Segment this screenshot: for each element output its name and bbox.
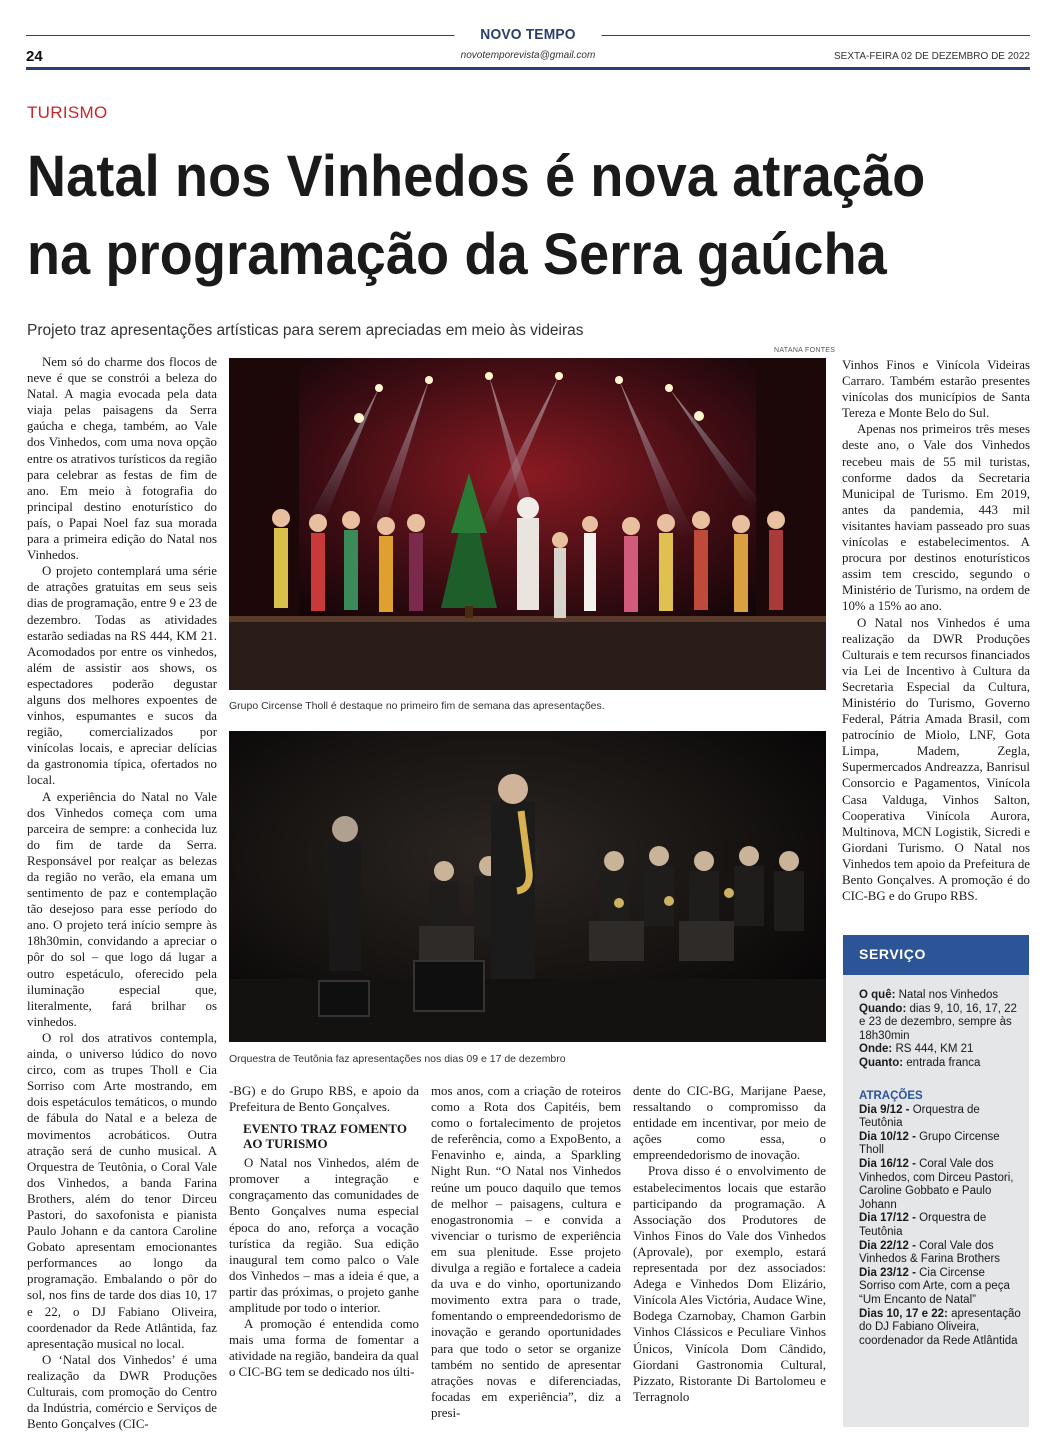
photo-orchestra	[229, 731, 826, 1042]
atracao-dia: Dia 23/12 -	[859, 1266, 916, 1279]
atracao-dia: Dias 10, 17 e 22:	[859, 1307, 948, 1320]
atracao-dia: Dia 22/12 -	[859, 1239, 916, 1252]
atracao-dia: Dia 10/12 -	[859, 1130, 916, 1143]
paragraph: dente do CIC-BG, Marijane Paese, ressaltando o compromisso da entidade em incentivar, por meio de ações como essa, o empreendedorismo de inovação.	[633, 1084, 826, 1163]
subsection-heading: EVENTO TRAZ FOMENTO AO TURISMO	[243, 1121, 407, 1152]
paragraph: Nem só do charme dos flocos de neve é que se constrói a beleza do Natal. A magia evocada pela data viaja pelas paisagens da Serra gaúcha e chega, também, ao Vale dos Vinhedos, com uma nova opção entre os atrativos turísticos da região para celebrar as festas de fim de ano. Em meio à fotografia do principal destino enoturístico do país, o Papai Noel faz sua morada para a primeira edição do Natal nos Vinhedos.	[27, 355, 217, 563]
photo-credit: NATANA FONTES	[774, 347, 836, 354]
servico-box	[843, 975, 1029, 1427]
paragraph: O rol dos atrativos contempla, ainda, o universo lúdico do novo circo, com as trupes Tholl e Cia Sorriso com Arte mostrando, em dois espetáculos temáticos, o mundo de fábula do Natal e a beleza de movimentos acrobáticos. Outra atração será de cunho musical. A Orquestra de Teutônia, o Coral Vale dos Vinhedos, a banda Farina Brothers, além do tenor Dirceu Pastori, do saxofonista e pianista Paulo Johann e da cantora Caroline Gobato apresentam emocionantes performances ao longo da programação. Embalando o pôr do sol, nos fins de tarde dos dias 10, 17 e 22, o DJ Fabiano Oliveira, coordenador da Rede Atlântida, faz apresentação musical no local.	[27, 1030, 217, 1351]
atracao-dia: Dia 16/12 -	[859, 1157, 916, 1170]
page-number: 24	[26, 48, 43, 65]
atracao-texto: Cia Circense Sorriso com Arte, com a peça “Um Encanto de Natal”	[859, 1266, 1010, 1306]
issue-date: SEXTA-FEIRA 02 DE DEZEMBRO DE 2022	[834, 51, 1030, 62]
list-item	[859, 1267, 1021, 1308]
headline-line-1: Natal nos Vinhedos é nova atração	[27, 144, 926, 209]
masthead	[26, 26, 1030, 70]
atracao-dia: Dia 9/12 -	[859, 1103, 910, 1116]
paragraph: Vinhos Finos e Vinícola Videiras Carraro. Também estarão presentes vinícolas dos municípios de Santa Tereza e Monte Belo do Sul.	[842, 358, 1030, 421]
servico-title: SERVIÇO	[859, 946, 926, 962]
list-item	[859, 1158, 1021, 1212]
paragraph: O Natal nos Vinhedos é uma realização da DWR Produções Culturais e tem recursos financiados via Lei de Incentivo à Cultura da Secretaria Especial da Cultura, Ministério do Turismo, Governo Federal, Pátria Amada Brasil, com patrocínio de Miolo, LNF, Gota Limpa, Madem, Zegla, Supermercados Andreazza, Banrisul Consorcio e Pagamentos, Vinícola Casa Valduga, Vinhos Salton, Cooperativa Vinícola Aurora, Multinova, MCN Logistik, Sicredi e Giordani Turismo. O Natal nos Vinhedos tem apoio da Prefeitura de Bento Gonçalves. A promoção é do CIC-BG e do Grupo RBS.	[842, 615, 1030, 904]
paragraph: Apenas nos primeiros três meses deste ano, o Vale dos Vinhedos recebeu mais de 55 mil turistas, conforme dados da Secretaria Municipal de Turismo. Em 2019, antes da pandemia, 443 mil visitantes haviam passeado pro suas vinícolas e estabelecimentos. A procura por destinos enoturísticos assim tem crescido, segundo o Ministério de Turismo, na ordem de 10% a 15% ao ano.	[842, 422, 1030, 614]
servico-header	[843, 935, 1029, 975]
newspaper-brand: NOVO TEMPO	[454, 26, 601, 46]
o-que-value: Natal nos Vinhedos	[898, 989, 999, 1001]
atracao-texto: Grupo Circense Tholl	[859, 1130, 1000, 1157]
paragraph: O ‘Natal dos Vinhedos’ é uma realização da DWR Produções Culturais, com promoção do Centro da Indústria, comércio e Serviços de Bento Gonçalves (CIC-	[27, 1352, 217, 1432]
orchestra-illustration	[229, 731, 826, 1042]
servico-info	[859, 989, 1021, 1071]
onde-value: RS 444, KM 21	[895, 1043, 974, 1056]
article-column-2	[229, 1083, 419, 1381]
section-label: TURISMO	[27, 103, 108, 122]
newspaper-email: novotemporevista@gmail.com	[460, 50, 596, 61]
paragraph: A promoção é entendida como mais uma forma de fomentar a atividade na região, bandeira da qual o CIC-BG tem se dedicado nos últi-	[229, 1317, 419, 1380]
paragraph: A experiência do Natal no Vale dos Vinhedos começa com uma parceira de sempre: a conhecida luz do fim de tarde da Serra. Responsável por realçar as belezas da região no verão, ela emana um sentimento de paz e contemplação tão desejoso para esse período do ano. O projeto terá início sempre às 18h30min, convidando a apreciar o pôr do sol – que logo dá lugar a outro espetáculo, oferecido pela iluminação especial que, literalmente, fará brilhar os vinhedos.	[27, 789, 217, 1029]
paragraph: Prova disso é o envolvimento de estabelecimentos locais que estarão participando da programação. A Associação dos Produtores de Vinhos Finos do Vale dos Vinhedos (Aprovale), por exemplo, estará representada por dez associados: Adega e Vinhedos Dom Elizário, Vinícola Ales Victória, Audace Wine, Bodega Czarnobay, Chamon Garbin Vinhos Clássicos e Peculiare Vinhos Únicos, Vinícola Dom Cândido, Giordani Gastronomia Cultural, Pizzato, Ristorante Di Bartolomeu e Terragnolo	[633, 1164, 826, 1404]
photo-caption-1: Grupo Circense Tholl é destaque no primeiro fim de semana das apresentações.	[229, 700, 605, 712]
photo-caption-2: Orquestra de Teutônia faz apresentações nos dias 09 e 17 de dezembro	[229, 1053, 566, 1065]
subheadline: Projeto traz apresentações artísticas para serem apreciadas em meio às videiras	[27, 322, 584, 339]
photo-circus-stage	[229, 358, 826, 690]
list-item	[859, 1240, 1021, 1267]
headline-line-2: na programação da Serra gaúcha	[27, 222, 887, 287]
paragraph: -BG) e do Grupo RBS, e apoio da Prefeitura de Bento Gonçalves.	[229, 1084, 419, 1115]
article-column-1	[27, 354, 217, 1432]
atracao-texto: Coral Vale dos Vinhedos & Farina Brothers	[859, 1239, 1001, 1266]
paragraph: O projeto contemplará uma série de atrações gratuitas em seus seis dias de programação, entre 9 e 23 de dezembro. Todas as atividades estarão sediadas na RS 444, KM 21. Acomodados por entre os vinhedos, além de assistir aos shows, os espectadores poderão degustar alguns dos melhores expoentes de vinhos, espumantes e sucos da região, comercializados por vinícolas locais, e apreciar delícias da gastronomia típica, ofertados no local.	[27, 564, 217, 788]
atracao-texto: Coral Vale dos Vinhedos, com Dirceu Pastori, Caroline Gobbato e Paulo Johann	[859, 1157, 1014, 1211]
list-item	[859, 1131, 1021, 1158]
atracao-dia: Dia 17/12 -	[859, 1212, 916, 1225]
paragraph: O Natal nos Vinhedos, além de promover a integração e congraçamento das comunidades de Bento Gonçalves numa especial época do ano, reforça a vocação turística da região. Sua edição inaugural tem como palco o Vale dos Vinhedos – mas a ideia é que, a partir das próximas, o projeto ganhe amplitude por todo o interior.	[229, 1156, 419, 1316]
quando-value: dias 9, 10, 16, 17, 22 e 23 de dezembro, sempre às 18h30min	[859, 1002, 1017, 1042]
atracoes-title: ATRAÇÕES	[859, 1090, 923, 1102]
list-item	[859, 1104, 1021, 1131]
quanto-value: entrada franca	[906, 1056, 981, 1069]
atracoes-list	[859, 1090, 1021, 1348]
atracao-texto: apresentação do DJ Fabiano Oliveira, coordenador da Rede Atlântida	[859, 1307, 1021, 1347]
headline	[27, 138, 966, 294]
article-column-3	[431, 1083, 621, 1421]
circus-stage-illustration	[229, 358, 826, 690]
paragraph: mos anos, com a criação de roteiros como a Rota dos Capitéis, bem como o fortalecimento de projetos de referência, como a ExpoBento, a Fenavinho e, ainda, a Sparkling Night Run. “O Natal nos Vinhedos reúne um pouco daquilo que temos de melhor – paisagens, cultura e enogastronomia – e convida a vivenciar o turismo de experiência em sua plenitude. Esse projeto divulga a região e fortalece a cadeia da uva e do vinho, oportunizando movimento extra para o trade, fomentando o empreendedorismo de inovação e gerando oportunidades para que todo o setor se organize também no sentido de apresentar atrações novas e diferenciadas, focadas em experiência”, diz a presi-	[431, 1084, 621, 1420]
article-column-4	[633, 1083, 826, 1405]
atracao-texto: Orquestra de Teutônia	[859, 1103, 980, 1130]
article-column-5	[842, 357, 1030, 904]
quanto-label: Quanto:	[859, 1056, 904, 1069]
onde-label: Onde:	[859, 1043, 893, 1056]
list-item	[859, 1212, 1021, 1239]
o-que-label: O quê:	[859, 989, 896, 1001]
quando-label: Quando:	[859, 1002, 907, 1015]
masthead-bottom-rule	[26, 67, 1030, 70]
atracao-texto: Orquestra de Teutônia	[859, 1212, 987, 1238]
list-item	[859, 1308, 1021, 1349]
